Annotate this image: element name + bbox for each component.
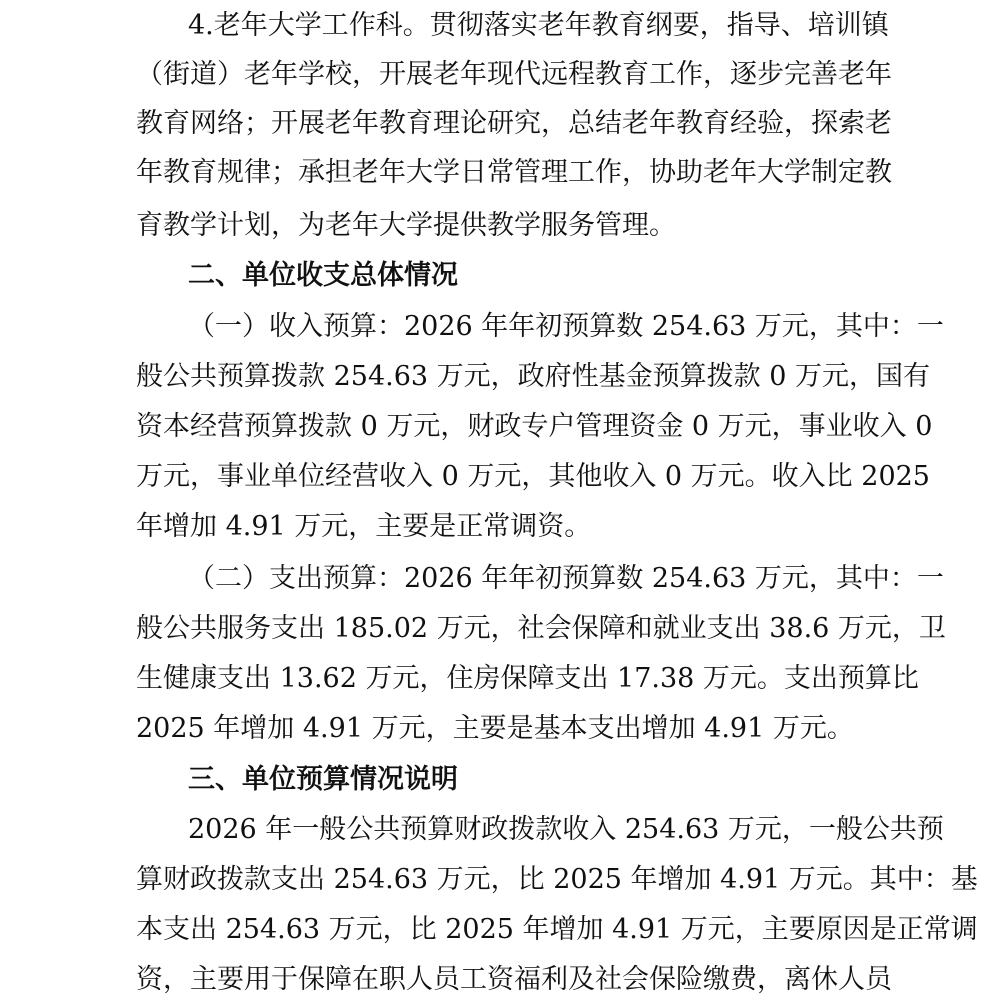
paragraph-line: 年教育规律；承担老年大学日常管理工作，协助老年大学制定教	[136, 157, 892, 188]
paragraph-line: 年增加 4.91 万元，主要是正常调资。	[136, 511, 592, 542]
paragraph-line: （二）支出预算：2026 年年初预算数 254.63 万元，其中：一	[188, 563, 944, 594]
paragraph-line: 教育网络；开展老年教育理论研究，总结老年教育经验，探索老	[136, 108, 892, 139]
paragraph-line: 育教学计划，为老年大学提供教学服务管理。	[136, 210, 676, 241]
paragraph-line: 资本经营预算拨款 0 万元，财政专户管理资金 0 万元，事业收入 0	[136, 411, 933, 442]
section-heading: 二、单位收支总体情况	[188, 260, 458, 291]
paragraph-line: 般公共服务支出 185.02 万元，社会保障和就业支出 38.6 万元，卫	[136, 613, 946, 644]
paragraph-line: 生健康支出 13.62 万元，住房保障支出 17.38 万元。支出预算比	[136, 663, 919, 694]
section-heading: 三、单位预算情况说明	[188, 764, 458, 795]
paragraph-line: 资，主要用于保障在职人员工资福利及社会保险缴费，离休人员	[136, 964, 892, 995]
paragraph-line: 般公共预算拨款 254.63 万元，政府性基金预算拨款 0 万元，国有	[136, 361, 930, 392]
paragraph-line: 2026 年一般公共预算财政拨款收入 254.63 万元，一般公共预	[188, 814, 944, 845]
paragraph-line: 万元，事业单位经营收入 0 万元，其他收入 0 万元。收入比 2025	[136, 461, 930, 492]
paragraph-line: 4.老年大学工作科。贯彻落实老年教育纲要，指导、培训镇	[188, 10, 889, 41]
paragraph-line: 2025 年增加 4.91 万元，主要是基本支出增加 4.91 万元。	[136, 713, 854, 744]
paragraph-line: （一）收入预算：2026 年年初预算数 254.63 万元，其中：一	[188, 311, 944, 342]
paragraph-line: 本支出 254.63 万元，比 2025 年增加 4.91 万元，主要原因是正常调	[136, 914, 978, 945]
paragraph-line: 算财政拨款支出 254.63 万元，比 2025 年增加 4.91 万元。其中：基	[136, 864, 978, 895]
paragraph-line: （街道）老年学校，开展老年现代远程教育工作，逐步完善老年	[136, 59, 892, 90]
